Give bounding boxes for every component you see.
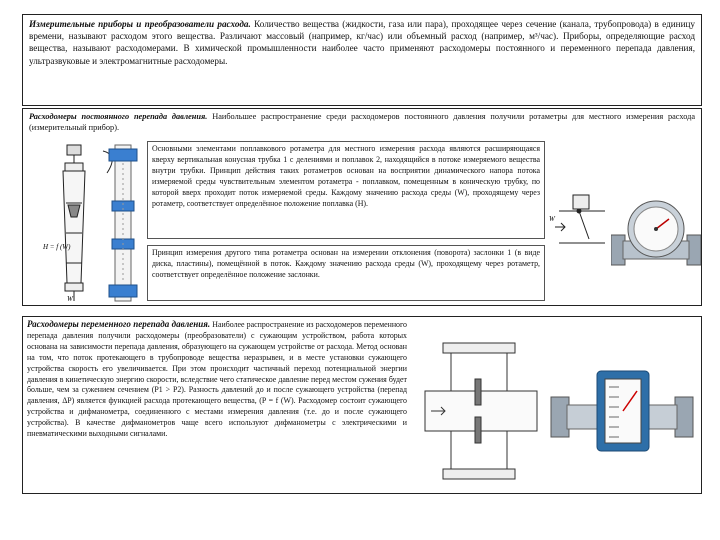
intro-box (22, 14, 702, 106)
constant-dp-text: Наибольшее распространение среди расходомеров постоянного давления получили ротаметры для местного измерения расхода (измерительный прибор). (29, 112, 696, 133)
glass-tube-rotameter-image (99, 143, 149, 303)
intro-text: Количество вещества (жидкости, газа или пара), проходящее через сечение (канала, трубопровода) в единицу времени, называют расходом этого вещества. Различают массовый (например, кг/час) или объемный расход (например, м³/час). Приборы, определяющие расход вещества, называют расходомерами. В химической промышленности наиболее часто применяют расходомеры постоянного и переменного перепада давления, ультразвуковые и электромагнитные расходомеры. (29, 19, 696, 66)
flap-text-box (147, 245, 545, 301)
constant-dp-box (22, 108, 702, 306)
rotameter-h-label: H = f (W) (43, 243, 71, 251)
flap-w-label: W (549, 215, 555, 223)
constant-dp-paragraph (23, 109, 701, 134)
orifice-flowmeter-image (547, 341, 697, 481)
rotameter-text: Основными элементами поплавкового ротаметра для местного измерения расхода являются расширяющаяся кверху вертикальная конусная трубка 1 с делениями и поплавок 2, находящийся в потоке измеряемого вещества внутри трубки. Принцип действия таких ротаметров основан на восприятии динамического напора потока измеряемой среды чувствительным элементом ротаметра - поплавком, помещенным в коническую трубку, по которой вверх проходит поток измеряемой среды. Каждому значению расхода среды (W), проходящему через ротаметр, соответствует определённое положение поплавка (Н). (152, 144, 540, 208)
variable-dp-heading: Расходомеры переменного перепада давления. (27, 319, 211, 329)
rotameter-text-box (147, 141, 545, 239)
variable-dp-text: Наиболее распространение из расходомеров переменного перепада давления получили расходомеры (преобразователи) с сужающим устройством, работа которых основана на зависимости перепада давления, образующего на сужающем устройстве от расхода. Метод основан на том, что поток протекающего в трубопроводе вещества неразрывен, и в месте установки сужающего устройства скорость его увеличивается. При этом происходит частичный переход потенциальной энергии давления в кинетическую энергию скорости, вследствие чего статическое давление перед местом сужения будет больше, чем за сужением сечением (P1 > P2). Разность давлений до и после сужающего устройства (перепад давления, ΔP) является функцией расхода протекающего вещества, (P = f (W). Расходомер состоит сужающего устройства и дифманометра, соединенного с местами измерения давления (т.е. до и после сужающего устройства). В качестве дифманометров чаще всего используют дифманометры с электрическими и пневматическими выходными сигналами. (27, 320, 407, 439)
orifice-schematic (421, 339, 541, 489)
rotameter-w-label: W (67, 295, 73, 303)
variable-dp-paragraph (27, 319, 407, 440)
variable-dp-box (22, 316, 702, 494)
flanged-flowmeter-image (611, 195, 701, 279)
intro-paragraph (29, 18, 695, 67)
flap-schematic (549, 191, 609, 281)
constant-dp-heading: Расходомеры постоянного перепада давления. (29, 112, 208, 121)
variable-dp-text-block (27, 319, 407, 440)
flap-text: Принцип измерения другого типа ротаметра основан на измерении отклонения (поворота) заслонки 1 (в виде диска, пластины), помещённой в поток. Каждому значению расхода среды (W), проходящему через ротаметр, соответствует определённое положение заслонки. (152, 248, 540, 279)
intro-heading: Измерительные приборы и преобразователи расхода. (29, 19, 251, 29)
